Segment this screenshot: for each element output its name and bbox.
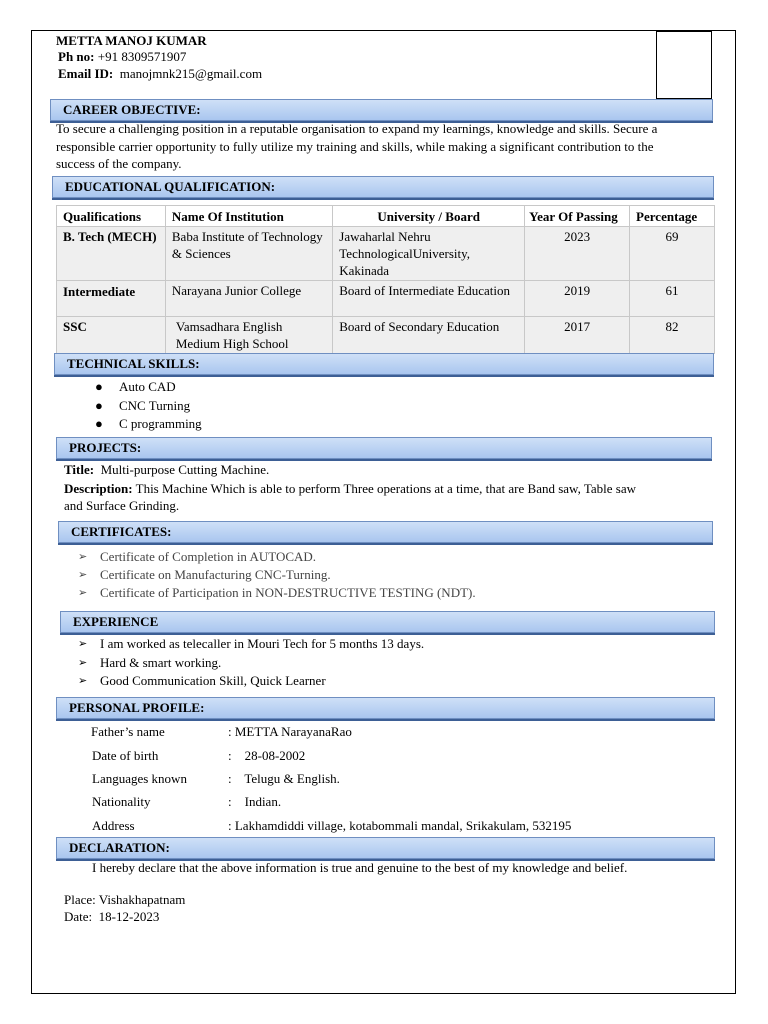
- father-name-value: : METTA NarayanaRao: [228, 724, 352, 739]
- arrow-bullet-icon: ➢: [78, 587, 88, 599]
- email-line: [58, 66, 262, 82]
- year-cell: 2019: [525, 281, 630, 317]
- experience-label: Good Communication Skill, Quick Learner: [100, 673, 326, 688]
- percentage-cell: 82: [630, 317, 715, 354]
- address-label: Address: [92, 818, 135, 833]
- languages-value: : Telugu & English.: [228, 771, 340, 786]
- table-row: [57, 227, 715, 281]
- certificates-heading: CERTIFICATES:: [58, 521, 713, 543]
- list-item: [78, 566, 476, 584]
- column-header: University / Board: [333, 206, 525, 227]
- institution-cell: Vamsadhara English Medium High School: [165, 317, 332, 354]
- bullet-icon: ●: [95, 379, 103, 394]
- career-objective-heading: CAREER OBJECTIVE:: [50, 99, 713, 121]
- arrow-bullet-icon: ➢: [78, 675, 88, 687]
- father-name-label: Father’s name: [91, 724, 165, 739]
- bullet-icon: ●: [95, 416, 103, 431]
- qualification-cell: SSC: [57, 317, 166, 354]
- career-line-3: success of the company.: [56, 156, 182, 171]
- education-heading: EDUCATIONAL QUALIFICATION:: [52, 176, 714, 198]
- list-item: [78, 548, 476, 566]
- place-line: [64, 892, 185, 908]
- education-table: [56, 205, 715, 354]
- list-item: [95, 378, 202, 397]
- column-header: Year Of Passing: [525, 206, 630, 227]
- languages-label: Languages known: [92, 771, 187, 786]
- arrow-bullet-icon: ➢: [78, 569, 88, 581]
- year-cell: 2023: [525, 227, 630, 281]
- column-header: Percentage: [630, 206, 715, 227]
- certificate-label: Certificate of Completion in AUTOCAD.: [100, 549, 317, 564]
- certificate-label: Certificate of Participation in NON-DESTRUCTIVE TESTING (NDT).: [100, 585, 476, 600]
- date-label: Date:: [64, 909, 93, 924]
- percentage-cell: 69: [630, 227, 715, 281]
- list-item: [78, 672, 424, 691]
- skill-label: CNC Turning: [119, 397, 191, 413]
- date-value: 18-12-2023: [98, 909, 160, 924]
- table-row: [57, 317, 715, 354]
- certificates-list: [78, 548, 476, 602]
- percentage-cell: 61: [630, 281, 715, 317]
- skills-list: [95, 378, 202, 434]
- project-description-label: Description:: [64, 481, 133, 496]
- skill-label: C programming: [119, 416, 202, 431]
- email-label: Email ID:: [58, 66, 114, 81]
- declaration-text: I hereby declare that the above information is true and genuine to the best of my knowledge and belief.: [92, 860, 628, 875]
- date-line: [64, 909, 159, 925]
- table-row: [57, 281, 715, 317]
- declaration-heading: DECLARATION:: [56, 837, 715, 859]
- qualification-cell: B. Tech (MECH): [57, 227, 166, 281]
- arrow-bullet-icon: ➢: [78, 656, 88, 669]
- project-description-line-2: and Surface Grinding.: [64, 498, 180, 513]
- arrow-bullet-icon: ➢: [78, 638, 88, 650]
- experience-heading: EXPERIENCE: [60, 611, 715, 633]
- project-title: Multi-purpose Cutting Machine.: [100, 462, 270, 477]
- nationality-value: : Indian.: [228, 794, 282, 809]
- list-item: [78, 584, 476, 602]
- list-item: [95, 397, 202, 416]
- list-item: [78, 654, 424, 673]
- experience-label: Hard & smart working.: [100, 654, 222, 670]
- phone-number: +91 8309571907: [97, 49, 187, 64]
- career-line-2: responsible carrier opportunity to fully utilize my training and skills, while making a significant contribution to the: [56, 138, 654, 154]
- candidate-name: METTA MANOJ KUMAR: [56, 33, 207, 48]
- board-cell: Board of Intermediate Education: [333, 281, 525, 317]
- board-cell: Board of Secondary Education: [333, 317, 525, 354]
- institution-cell: Narayana Junior College: [165, 281, 332, 317]
- qualification-cell: Intermediate: [57, 281, 166, 317]
- table-header-row: [57, 206, 715, 227]
- project-title-line: [64, 462, 269, 478]
- career-line-1: To secure a challenging position in a reputable organisation to expand my learnings, knowledge and skills. Secure a: [56, 121, 658, 136]
- address-value: : Lakhamdiddi village, kotabommali mandal, Srikakulam, 532195: [228, 818, 572, 833]
- year-cell: 2017: [525, 317, 630, 354]
- column-header: Qualifications: [57, 206, 166, 227]
- phone-line: [58, 49, 186, 65]
- project-description: This Machine Which is able to perform Three operations at a time, that are Band saw, Table saw: [135, 481, 637, 496]
- list-item: [78, 635, 425, 654]
- experience-list: [78, 635, 425, 691]
- email-address: manojmnk215@gmail.com: [119, 66, 263, 81]
- list-item: [95, 415, 202, 434]
- career-objective-text: [56, 120, 718, 173]
- institution-cell: Baba Institute of Technology & Sciences: [165, 227, 332, 281]
- dob-label: Date of birth: [92, 748, 159, 763]
- project-title-label: Title:: [64, 462, 95, 477]
- phone-label: Ph no:: [58, 49, 95, 64]
- technical-skills-heading: TECHNICAL SKILLS:: [54, 353, 714, 375]
- board-cell: Jawaharlal Nehru TechnologicalUniversity, Kakinada: [333, 227, 525, 281]
- nationality-label: Nationality: [92, 794, 151, 809]
- projects-heading: PROJECTS:: [56, 437, 712, 459]
- bullet-icon: ●: [95, 397, 103, 413]
- personal-profile-heading: PERSONAL PROFILE:: [56, 697, 715, 719]
- column-header: Name Of Institution: [165, 206, 332, 227]
- dob-value: : 28-08-2002: [228, 748, 306, 763]
- skill-label: Auto CAD: [119, 379, 176, 394]
- certificate-label: Certificate on Manufacturing CNC-Turning.: [100, 567, 331, 582]
- project-description-line-1: [64, 481, 636, 497]
- place-value: Vishakhapatnam: [98, 892, 186, 907]
- place-label: Place:: [64, 892, 96, 907]
- photo-placeholder: [656, 31, 712, 99]
- arrow-bullet-icon: ➢: [78, 551, 88, 563]
- experience-label: I am worked as telecaller in Mouri Tech for 5 months 13 days.: [100, 636, 425, 651]
